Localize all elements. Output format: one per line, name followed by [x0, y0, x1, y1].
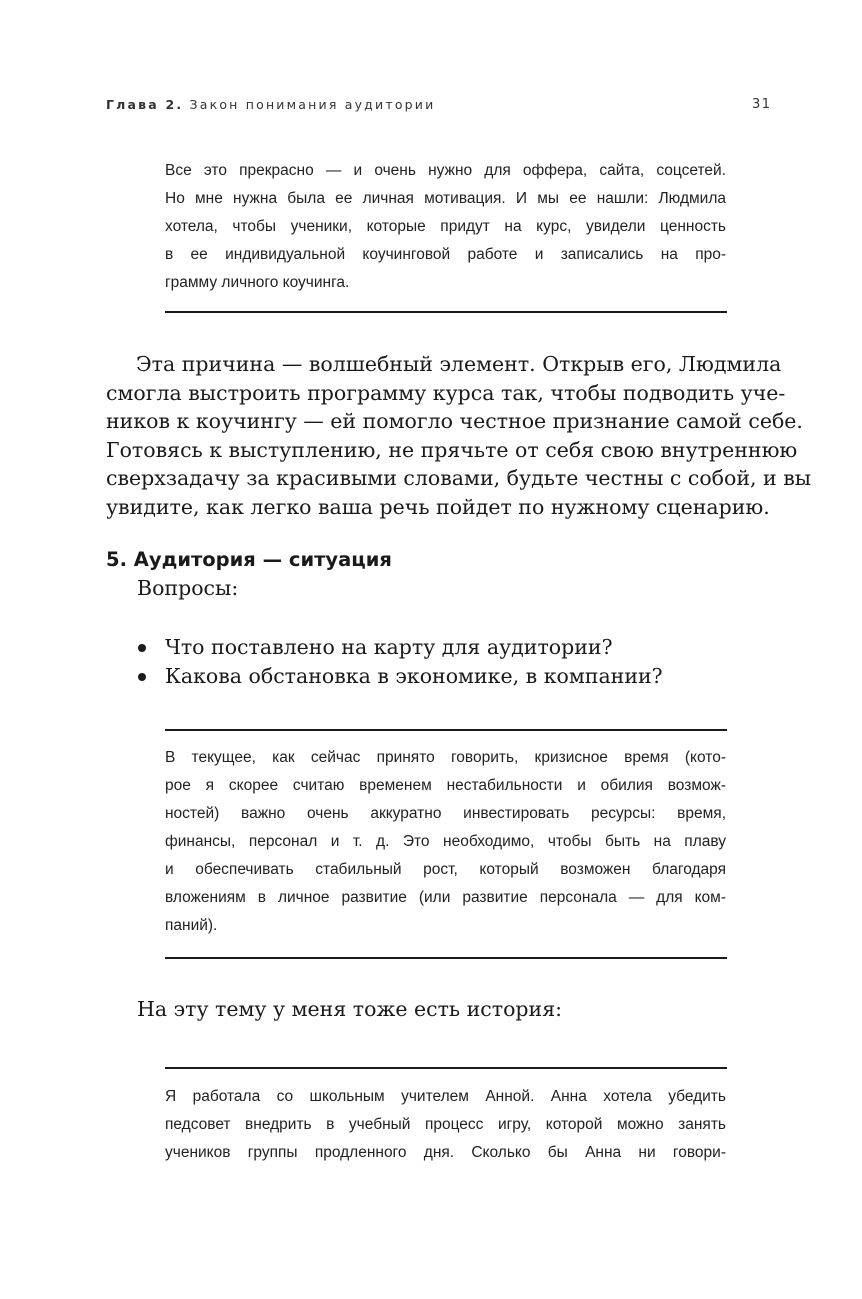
- box3-line: педсовет внедрить в учебный процесс игру, которой можно занять: [165, 1116, 726, 1133]
- box2-line: и обеспечивать стабильный рост, который возможен благодаря: [165, 861, 726, 878]
- box3-top-rule: [165, 1067, 727, 1069]
- list-item-text: Какова обстановка в экономике, в компании?: [165, 664, 663, 688]
- list-item: [137, 633, 663, 662]
- box2-line: паний).: [165, 917, 218, 934]
- section-heading: 5. Аудитория — ситуация: [106, 548, 392, 571]
- chapter-label: Глава 2.: [106, 97, 184, 112]
- box2-line: вложениям в личное развитие (или развитие персонала — для ком-: [165, 889, 726, 906]
- box1-bottom-rule: [165, 311, 727, 313]
- body-paragraph: [106, 350, 812, 522]
- box2-line: ностей) важно очень аккуратно инвестировать ресурсы: время,: [165, 805, 726, 822]
- paragraph-line: ников к коучингу — ей помогло честное признание самой себе.: [106, 409, 803, 434]
- bullet-icon: [138, 644, 146, 652]
- box2-top-rule: [165, 729, 727, 731]
- example-box-2: [165, 744, 726, 940]
- list-item-text: Что поставлено на карту для аудитории?: [165, 635, 613, 659]
- example-box-3: [165, 1083, 726, 1167]
- paragraph-line: увидите, как легко ваша речь пойдет по нужному сценарию.: [106, 494, 770, 519]
- story-intro: На эту тему у меня тоже есть история:: [137, 997, 563, 1021]
- box3-line: Я работала со школьным учителем Анной. Анна хотела убедить: [165, 1088, 726, 1105]
- box2-line: В текущее, как сейчас принято говорить, кризисное время (кото-: [165, 749, 726, 766]
- questions-list: [137, 633, 663, 691]
- box1-line: в ее индивидуальной коучинговой работе и записались на про-: [165, 246, 726, 263]
- box2-line: финансы, персонал и т. д. Это необходимо, чтобы быть на плаву: [165, 833, 726, 850]
- box1-line: Все это прекрасно — и очень нужно для оффера, сайта, соцсетей.: [165, 162, 726, 179]
- list-item: [137, 662, 663, 691]
- box2-bottom-rule: [165, 957, 727, 959]
- paragraph-line: Готовясь к выступлению, не прячьте от себя свою внутреннюю: [106, 437, 798, 462]
- running-header-chapter: [106, 97, 435, 112]
- paragraph-line: смогла выстроить программу курса так, чтобы подводить уче-: [106, 380, 786, 405]
- box1-line: грамму личного коучинга.: [165, 274, 350, 291]
- box1-line: Но мне нужна была ее личная мотивация. И мы ее нашли: Людмила: [165, 190, 726, 207]
- box1-line: хотела, чтобы ученики, которые придут на курс, увидели ценность: [165, 218, 726, 235]
- bullet-icon: [138, 673, 146, 681]
- paragraph-line: сверхзадачу за красивыми словами, будьте честны с собой, и вы: [106, 466, 812, 491]
- questions-label: Вопросы:: [137, 576, 239, 600]
- box2-line: рое я скорее считаю временем нестабильности и обилия возмож-: [165, 777, 726, 794]
- example-box-1: [165, 157, 726, 297]
- paragraph-line: Эта причина — волшебный элемент. Открыв его, Людмила: [136, 352, 782, 376]
- box3-line: учеников группы продленного дня. Сколько бы Анна ни говори-: [165, 1144, 726, 1161]
- page-number: 31: [752, 97, 772, 112]
- chapter-title: Закон понимания аудитории: [189, 97, 436, 112]
